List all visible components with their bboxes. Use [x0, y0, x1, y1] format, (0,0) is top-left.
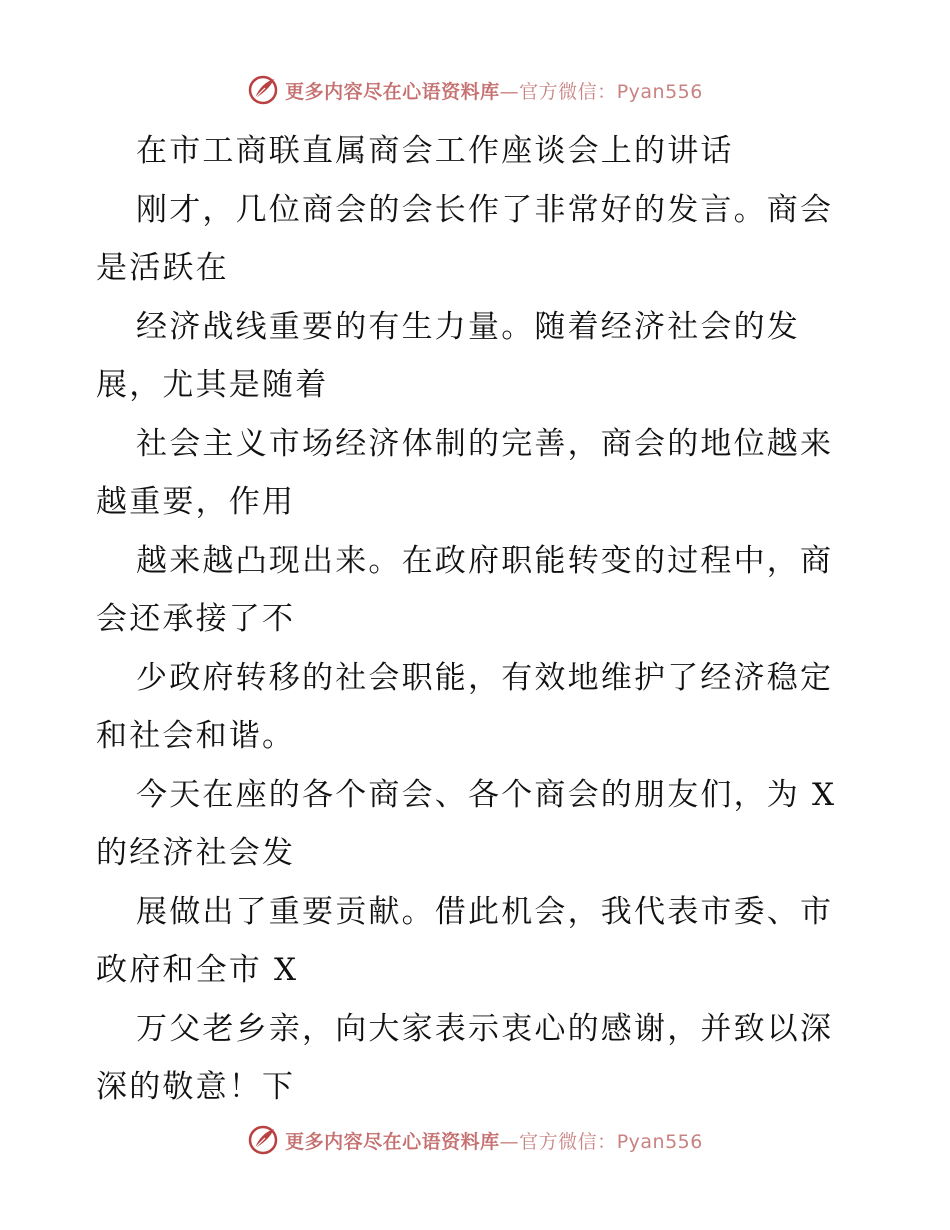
paragraph-line: 和社会和谐。 — [96, 718, 296, 754]
library-text: 更多内容尽在心语资料库 — [285, 80, 500, 103]
wechat-id: Pyan556 — [616, 80, 703, 103]
wechat-label: 官方微信： — [519, 80, 617, 103]
footer-banner-text — [285, 1127, 703, 1154]
paragraph-line: 政府和全市 X — [96, 952, 299, 988]
wechat-label: 官方微信： — [519, 1130, 617, 1153]
paragraph-line: 越来越凸现出来。在政府职能转变的过程中，商 — [136, 542, 834, 579]
wechat-id: Pyan556 — [616, 1130, 703, 1153]
paragraph-line: 是活跃在 — [96, 250, 229, 286]
paragraph-line: 展做出了重要贡献。借此机会，我代表市委、市 — [136, 893, 834, 930]
separator: — — [499, 1130, 520, 1153]
paragraph-line: 社会主义市场经济体制的完善，商会的地位越来 — [136, 425, 834, 462]
paragraph-line: 少政府转移的社会职能，有效地维护了经济稳定 — [136, 659, 834, 696]
paragraph-line: 深的敬意！下 — [96, 1069, 296, 1105]
document-title: 在市工商联直属商会工作座谈会上的讲话 — [136, 133, 734, 169]
quill-pen-logo-icon — [247, 74, 279, 106]
library-text: 更多内容尽在心语资料库 — [285, 1130, 500, 1153]
paragraph-line: 刚才，几位商会的会长作了非常好的发言。商会 — [136, 191, 834, 228]
document-body — [96, 122, 856, 1117]
paragraph-line: 今天在座的各个商会、各个商会的朋友们，为 X — [136, 776, 837, 813]
header-banner-text — [285, 77, 703, 104]
header-banner — [0, 70, 950, 110]
paragraph-line: 万父老乡亲，向大家表示衷心的感谢，并致以深 — [136, 1010, 834, 1047]
quill-pen-logo-icon — [247, 1124, 279, 1156]
separator: — — [499, 80, 520, 103]
footer-banner — [0, 1120, 950, 1160]
paragraph-line: 越重要，作用 — [96, 484, 296, 520]
paragraph-line: 经济战线重要的有生力量。随着经济社会的发 — [136, 308, 800, 345]
paragraph-line: 会还承接了不 — [96, 601, 296, 637]
paragraph-line: 的经济社会发 — [96, 835, 296, 871]
paragraph-line: 展，尤其是随着 — [96, 367, 329, 403]
